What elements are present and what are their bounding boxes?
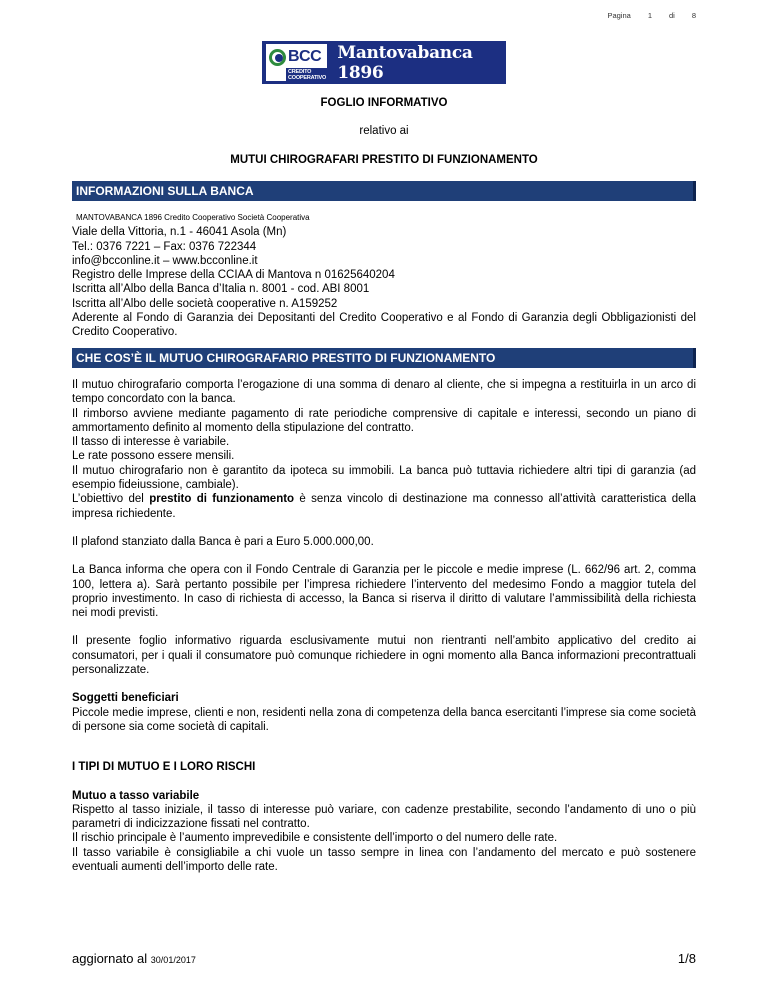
paragraph: Il rischio principale è l’aumento imprevedibile e consistente dell’importo o del numero delle rate. xyxy=(72,832,558,845)
logo-bank-name: Mantovabanca 1896 xyxy=(337,42,473,83)
page-total: 8 xyxy=(691,11,696,20)
paragraph: Il mutuo chirografario comporta l’erogazione di una somma di denaro al cliente, che si impegna a restituirla in un arco di tempo concordato con la banca. xyxy=(72,379,696,406)
bank-info-line: Aderente al Fondo di Garanzia dei Depositanti del Credito Cooperativo e al Fondo di Garanzia degli Obbligazionisti del Credito Cooperativo. xyxy=(72,312,696,339)
footer-updated xyxy=(72,951,196,966)
of-label: di xyxy=(668,11,675,20)
paragraph: Il mutuo chirografario non è garantito da ipoteca su immobili. La banca può tuttavia richiedere altri tipi di garanzia (ad esempio fideiussione, cambiale). xyxy=(72,464,696,492)
logo-subtext: CREDITO COOPERATIVO xyxy=(288,69,327,81)
updated-date: 30/01/2017 xyxy=(150,955,196,965)
document-subtitle: relativo ai xyxy=(359,125,409,137)
paragraph: Il tasso di interesse è variabile. xyxy=(72,436,230,449)
bank-info-line: Tel.: 0376 7221 – Fax: 0376 722344 xyxy=(72,240,257,253)
section-heading-types: I TIPI DI MUTUO E I LORO RISCHI xyxy=(72,761,256,774)
logo-bcc-text: BCC xyxy=(288,48,322,65)
updated-label: aggiornato al xyxy=(72,951,148,966)
bank-info-line: info@bcconline.it – www.bcconline.it xyxy=(72,254,258,267)
objective-emphasis: prestito di funzionamento xyxy=(149,493,295,506)
variable-rate-heading: Mutuo a tasso variabile xyxy=(72,789,200,802)
paragraph-fondo-garanzia: La Banca informa che opera con il Fondo Centrale di Garanzia per le piccole e medie imprese (L. 662/96 art. 2, comma 100, lettera a). Sarà pertanto possibile per l’impresa richiedere l’intervento del medesimo Fondo a maggior tutela del proprio investimento. In caso di richiesta di accesso, la Banca si riserva il diritto di valutare l’ammissibilità della richiesta nei modi previsti. xyxy=(72,564,696,620)
paragraph: Il tasso variabile è consigliabile a chi vuole un tasso sempre in linea con l’andamento del mercato e può sostenere eventuali aumenti dell’importo delle rate. xyxy=(72,846,696,874)
bank-info-block xyxy=(72,211,696,340)
document-title: FOGLIO INFORMATIVO xyxy=(320,97,448,109)
paragraph: Rispetto al tasso iniziale, il tasso di interesse può variare, con cadenze prestabilite, secondo l’andamento di uno o più parametri di indicizzazione fissati nel contratto. xyxy=(72,803,696,831)
bcc-logo-mark xyxy=(266,44,327,81)
section-heading-bank-info: INFORMAZIONI SULLA BANCA xyxy=(72,181,696,201)
section-heading-what-is: CHE COS’È IL MUTUO CHIROGRAFARIO PRESTITO DI FUNZIONAMENTO xyxy=(72,348,696,368)
paragraph: Le rate possono essere mensili. xyxy=(72,450,235,463)
paragraph-plafond: Il plafond stanziato dalla Banca è pari a Euro 5.000.000,00. xyxy=(72,535,374,548)
bank-info-line: Registro delle Imprese della CCIAA di Mantova n 01625640204 xyxy=(72,269,395,282)
paragraph-scope: Il presente foglio informativo riguarda esclusivamente mutui non rientranti nell’ambito applicativo del credito ai consumatori, per i quali il consumatore può comunque richiedere in ogni momento alla Banca informazioni precontrattuali personalizzate. xyxy=(72,635,696,677)
bank-info-line: Iscritta all’Albo delle società cooperative n. A159252 xyxy=(72,297,338,310)
what-is-block xyxy=(72,378,696,874)
bank-info-line: Iscritta all’Albo della Banca d’Italia n. 8001 - cod. ABI 8001 xyxy=(72,283,370,296)
page-number: 1 xyxy=(647,11,652,20)
bank-logo xyxy=(262,41,506,84)
beneficiari-text: Piccole medie imprese, clienti e non, residenti nella zona di competenza della banca esercitanti l’imprese sia come società di persone sia come società di capitali. xyxy=(72,706,696,733)
footer-page-number: 1/8 xyxy=(677,951,696,966)
product-title: MUTUI CHIROGRAFARI PRESTITO DI FUNZIONAMENTO xyxy=(230,154,538,166)
paragraph-objective: L’obiettivo del prestito di funzionamento è senza vincolo di destinazione ma connesso all’attività caratteristica della impresa richiedente. xyxy=(72,493,696,520)
bank-name: MANTOVABANCA 1896 Credito Cooperativo Società Cooperativa xyxy=(76,213,310,222)
page-label: Pagina xyxy=(607,11,631,20)
paragraph: Il rimborso avviene mediante pagamento di rate periodiche comprensive di capitale e interessi, secondo un piano di ammortamento definito al momento della stipulazione del contratto. xyxy=(72,407,696,434)
bank-info-line: Viale della Vittoria, n.1 - 46041 Asola (Mn) xyxy=(72,226,287,239)
beneficiari-heading: Soggetti beneficiari xyxy=(72,692,179,705)
page-counter xyxy=(607,11,696,20)
